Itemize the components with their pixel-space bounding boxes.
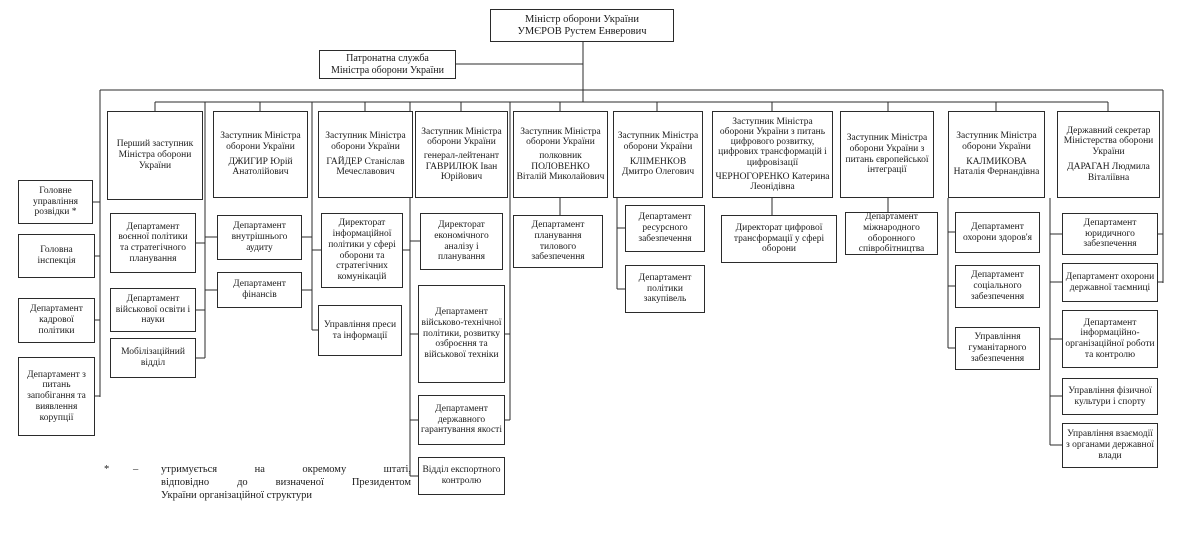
satellite-label: Головне управління розвідки *: [32, 185, 79, 218]
department-label: Управління преси та інформації: [323, 319, 397, 341]
department-box: [1062, 263, 1158, 302]
department-box: [110, 288, 196, 332]
department-box: [721, 215, 837, 263]
deputy-name: КЛІМЕНКОВ Дмитро Олегович: [621, 156, 695, 178]
department-box: [318, 305, 402, 356]
department-box: [1062, 423, 1158, 468]
department-box: [418, 395, 505, 445]
satellite-box-personnel: [18, 298, 95, 343]
deputy-title: Заступник Міністра оборони України: [956, 131, 1037, 152]
deputy-rank: генерал-лейтенант: [423, 151, 500, 162]
deputy-box-haider: [318, 111, 413, 198]
deputy-name: КАЛМИКОВА Наталія Фернандівна: [953, 156, 1040, 178]
department-label: Управління фізичної культури і спорту: [1068, 385, 1152, 407]
department-label: Департамент юридичного забезпечення: [1083, 217, 1137, 250]
department-label: Департамент охорони державної таємниці: [1065, 271, 1155, 293]
satellite-box-intelligence: [18, 180, 93, 224]
deputy-box-first-deputy: [107, 111, 203, 200]
department-box: [625, 205, 705, 252]
department-label: Департамент інформаційно-організаційної роботи та контролю: [1065, 317, 1155, 360]
deputy-box-eu-integration: [840, 111, 934, 198]
satellite-label: Департамент кадрової політики: [30, 304, 83, 336]
department-box: [625, 265, 705, 313]
department-box: [110, 338, 196, 378]
deputy-box-klimenkov: [613, 111, 703, 198]
department-label: Директорат економічного аналізу і планування: [434, 220, 489, 263]
department-label: Директорат інформаційної політики у сфері оборони та стратегічних комунікацій: [328, 218, 396, 282]
deputy-title: Заступник Міністра оборони України з питань європейської інтеграції: [845, 133, 929, 176]
department-box: [955, 212, 1040, 253]
footnote-asterisk: *: [104, 464, 110, 475]
department-label: Департамент фінансів: [233, 279, 286, 300]
department-label: Департамент внутрішнього аудиту: [231, 221, 288, 253]
satellite-label: Департамент з питань запобігання та виявлення корупції: [27, 369, 86, 423]
department-label: Департамент військової освіти і науки: [115, 293, 191, 326]
satellite-label: Головна інспекція: [37, 245, 76, 266]
patronage-line2: Міністра оборони України: [331, 64, 444, 76]
department-box: [845, 212, 938, 255]
department-box: [418, 457, 505, 495]
deputy-box-chernohorenko: [712, 111, 833, 198]
deputy-title: Заступник Міністра оборони України: [220, 131, 301, 152]
deputy-name: ПОЛОВЕНКО Віталій Миколайович: [516, 161, 605, 182]
department-box: [321, 213, 403, 288]
department-label: Департамент політики закупівель: [638, 272, 692, 305]
department-label: Департамент державного гарантування якості: [421, 403, 502, 436]
deputy-name: ДАРАГАН Людмила Віталіївна: [1067, 161, 1150, 183]
deputy-name: ГАЙДЕР Станіслав Мечеславович: [326, 156, 405, 178]
deputy-title: Заступник Міністра оборони України: [325, 131, 406, 152]
deputy-title: Заступник Міністра оборони України з питань цифрового розвитку, цифрових трансформацій і цифровізації: [718, 116, 827, 168]
department-box: [1062, 378, 1158, 415]
deputy-box-havryliuk: [415, 111, 508, 198]
department-label: Департамент військово-технічної політики, розвитку озброєння та військової техніки: [421, 307, 502, 361]
department-box: [1062, 213, 1158, 255]
department-box: [955, 327, 1040, 370]
deputy-rank: полковник: [539, 151, 582, 162]
department-box: [420, 213, 503, 270]
department-label: Департамент планування тилового забезпечення: [531, 220, 585, 263]
minister-title: Міністр оборони України: [525, 13, 639, 25]
department-box: [217, 272, 302, 308]
patronage-box: [319, 50, 456, 79]
deputy-title: Заступник Міністра оборони України: [421, 126, 502, 148]
department-label: Відділ експортного контролю: [422, 465, 501, 486]
deputy-title: Заступник Міністра оборони України: [617, 131, 699, 152]
department-label: Директорат цифрової трансформації у сфері оборони: [733, 222, 825, 255]
footnote-dash: –: [133, 464, 139, 475]
department-label: Департамент ресурсного забезпечення: [638, 212, 692, 244]
deputy-box-kalmykova: [948, 111, 1045, 198]
deputy-name: ДЖИГИР Юрій Анатолійович: [228, 156, 293, 178]
department-label: Управління гуманітарного забезпечення: [968, 332, 1027, 364]
patronage-line1: Патронатна служба: [346, 53, 429, 65]
satellite-box-inspection: [18, 234, 95, 278]
state-secretary-box: [1057, 111, 1160, 198]
deputy-box-dzhygyr: [213, 111, 308, 198]
department-box: [1062, 310, 1158, 368]
deputy-title: Заступник Міністра оборони України: [520, 126, 601, 148]
department-box: [513, 215, 603, 268]
department-box: [110, 213, 196, 273]
department-label: Управління взаємодії з органами державної влади: [1065, 429, 1155, 461]
footnote: [104, 464, 424, 502]
deputy-title: Державний секретар Міністерства оборони України: [1063, 125, 1154, 158]
department-label: Департамент соціального забезпечення: [970, 270, 1025, 302]
department-label: Департамент міжнародного оборонного співробітництва: [858, 212, 925, 255]
footnote-text-line: України організаційної структури: [161, 489, 312, 501]
deputy-box-polovenko: [513, 111, 608, 198]
minister-box: [490, 9, 674, 42]
department-box: [217, 215, 302, 260]
footnote-text-line: відповідно до визначеної Президентом: [161, 476, 411, 488]
deputy-title: Перший заступник Міністра оборони України: [116, 139, 194, 171]
department-box: [418, 285, 505, 383]
footnote-text-line: утримується на окремому штаті,: [161, 464, 411, 475]
satellite-box-anticorruption: [18, 357, 95, 436]
deputy-name: ГАВРИЛЮК Іван Юрійович: [425, 161, 498, 182]
deputy-name: ЧЕРНОГОРЕНКО Катерина Леонідівна: [715, 171, 830, 193]
department-label: Мобілізаційний відділ: [121, 347, 185, 368]
footnote-text: [161, 464, 411, 502]
minister-name: УМЄРОВ Рустем Енверович: [517, 25, 647, 37]
department-label: Департамент охорони здоров'я: [963, 221, 1032, 243]
department-label: Департамент воєнної політики та стратегічного планування: [118, 221, 188, 264]
department-box: [955, 265, 1040, 308]
